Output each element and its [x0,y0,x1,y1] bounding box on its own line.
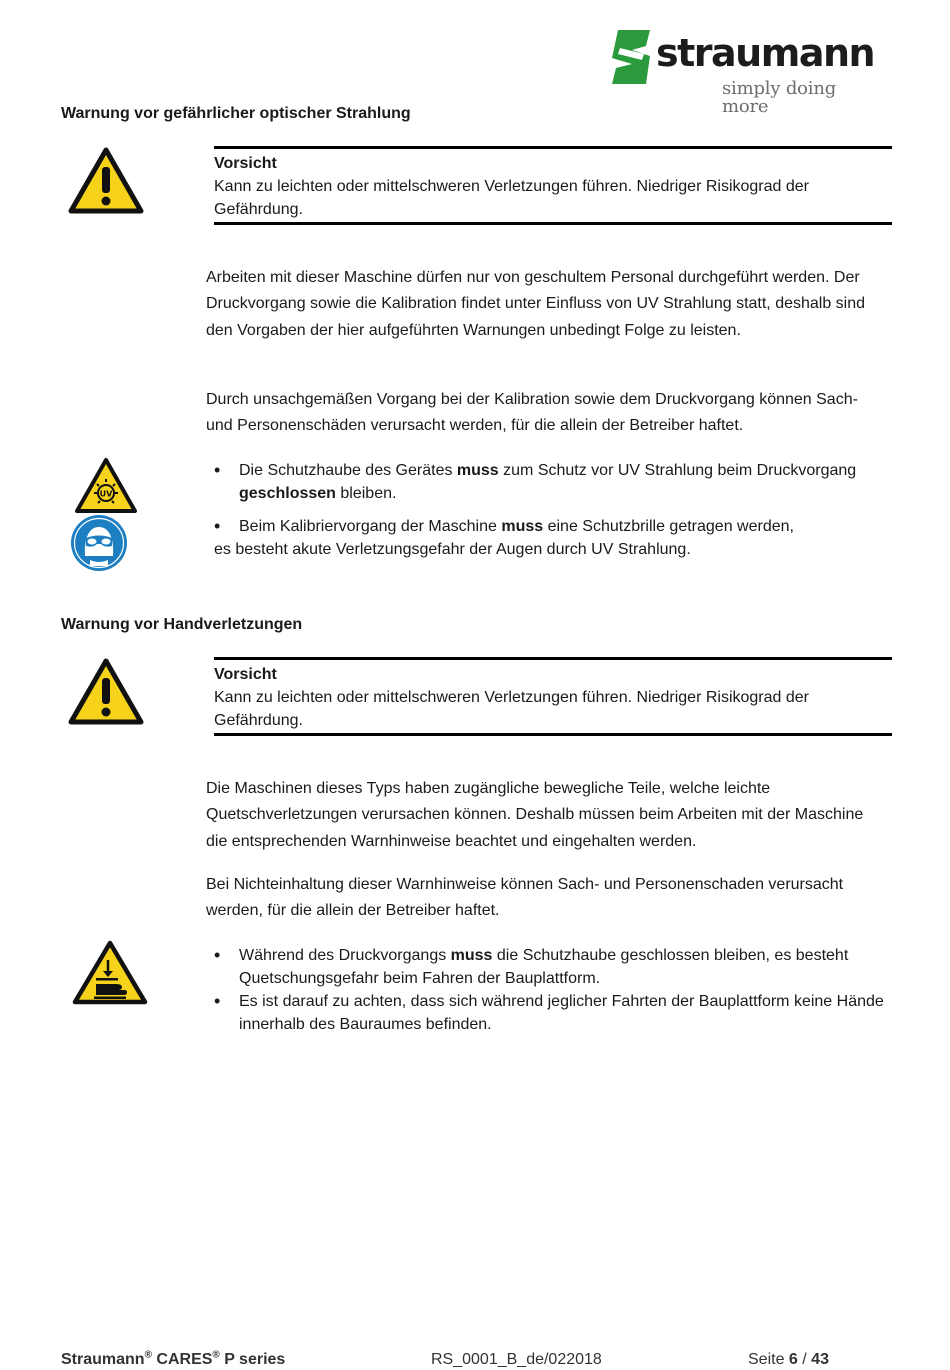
hand-crush-warning-icon [72,940,148,1006]
paragraph: Arbeiten mit dieser Maschine dürfen nur von geschultem Personal durchgeführt werden. Der Druckvorgang sowie die Kalibration findet unter Einfluss von UV Strahlung statt, deshalb sind den Vorgaben der hier aufgeführten Warnungen unbedingt Folge zu leisten. [206,269,866,339]
footer-product-brand: Straumann [61,1351,145,1368]
caution-title: Vorsicht [214,666,277,683]
list-item [214,459,890,505]
caution-title: Vorsicht [214,155,277,172]
caution-box [214,657,892,736]
registered-mark: ® [212,1349,220,1361]
bullet-text: Die Schutzhaube des Gerätes [239,462,457,479]
caution-text: Kann zu leichten oder mittelschweren Verletzungen führen. Niedriger Risikograd der Gefährdung. [214,689,809,729]
bullet-text: bleiben. [335,485,397,502]
bullet-text: Es ist darauf zu achten, dass sich während jeglicher Fahrten der Bauplattform keine Hände innerhalb des Bauraumes befinden. [239,993,884,1033]
list-item [214,944,890,990]
bullet-text: Während des Druckvorgangs [239,947,451,964]
bullet-emphasis: muss [501,518,544,535]
footer-product-line: CARES [151,1351,213,1368]
list-item [214,990,890,1036]
caution-box [214,146,892,225]
uv-icon-label: UV [99,489,113,499]
footer-page-total: 43 [811,1351,829,1368]
paragraph: Durch unsachgemäßen Vorgang bei der Kalibration sowie dem Druckvorgang können Sach- und Personenschäden verursacht werden, für die allein der Betreiber haftet. [206,391,858,435]
bullet-text: die Schutzhaube geschlossen bleiben, es besteht Quetschungsgefahr beim Fahren der Bauplattform. [239,947,849,987]
footer-product-series: P series [219,1351,286,1368]
uv-bullet-list [214,459,890,561]
bullet-text: Beim Kalibriervorgang der Maschine [239,518,502,535]
bullet-text: zum Schutz vor UV Strahlung beim Druckvorgang [498,462,857,479]
footer-page-number [748,1350,829,1370]
registered-mark: ® [144,1349,152,1361]
logo-tagline: simply doing more [722,78,837,117]
general-warning-icon [68,658,144,726]
bullet-text: eine Schutzbrille getragen werden, [543,518,794,535]
footer-page-current: 6 [788,1351,798,1368]
footer-page-label: Seite [748,1351,789,1368]
uv-radiation-warning-icon [74,457,138,515]
bullet-emphasis: muss [450,947,493,964]
safety-goggles-mandatory-icon [70,514,128,572]
general-warning-icon [68,147,144,215]
paragraph: Bei Nichteinhaltung dieser Warnhinweise können Sach- und Personenschaden verursacht werden, für die allein der Betreiber haftet. [206,876,844,920]
hand-bullet-list [214,944,890,1036]
bullet-emphasis: muss [456,462,499,479]
list-item [214,515,890,561]
footer-product [61,1350,285,1370]
footer-page-separator: / [797,1351,812,1368]
bullet-continuation: es besteht akute Verletzungsgefahr der Augen durch UV Strahlung. [214,541,691,558]
caution-text: Kann zu leichten oder mittelschweren Verletzungen führen. Niedriger Risikograd der Gefährdung. [214,178,809,218]
section-heading-optical-radiation: Warnung vor gefährlicher optischer Strahlung [61,105,411,122]
section-heading-hand-injuries: Warnung vor Handverletzungen [61,616,303,633]
paragraph: Die Maschinen dieses Typs haben zugängliche bewegliche Teile, welche leichte Quetschverletzungen verursachen können. Deshalb müssen beim Arbeiten mit der Maschine die entsprechenden Warnhinweise beachtet und eingehalten werden. [206,780,864,850]
straumann-logo [606,26,886,117]
straumann-s-mark-icon [606,26,656,88]
footer-doc-id: RS_0001_B_de/022018 [431,1351,602,1368]
logo-wordmark: straumann [656,31,875,75]
bullet-emphasis: geschlossen [239,485,336,502]
